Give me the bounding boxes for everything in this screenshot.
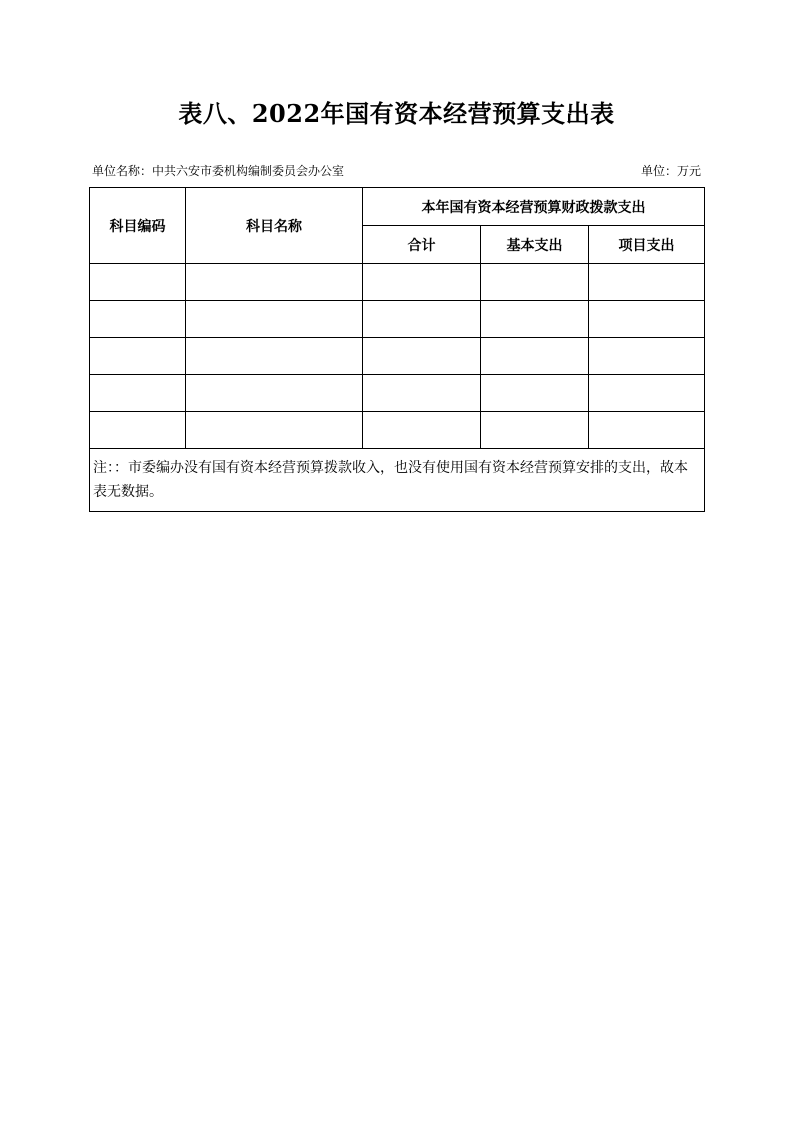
table-row xyxy=(90,412,705,449)
table-cell xyxy=(186,412,363,449)
budget-table xyxy=(89,187,705,512)
header-basic-expenditure: 基本支出 xyxy=(481,226,589,264)
header-appropriation-group: 本年国有资本经营预算财政拨款支出 xyxy=(363,188,705,226)
table-cell xyxy=(90,412,186,449)
table-cell xyxy=(186,301,363,338)
table-cell xyxy=(481,264,589,301)
table-cell xyxy=(481,301,589,338)
table-cell xyxy=(186,375,363,412)
table-cell xyxy=(481,338,589,375)
table-cell xyxy=(589,264,705,301)
table-cell xyxy=(589,301,705,338)
page-title: 表八、2022年国有资本经营预算支出表 xyxy=(178,99,615,128)
header-row xyxy=(90,188,705,226)
header-total: 合计 xyxy=(363,226,481,264)
table-cell xyxy=(90,375,186,412)
table-cell xyxy=(363,412,481,449)
header-subject-code: 科目编码 xyxy=(90,188,186,264)
table-cell xyxy=(90,338,186,375)
unit-label: 单位：万元 xyxy=(640,164,701,178)
table-row xyxy=(90,338,705,375)
table-cell xyxy=(363,264,481,301)
unit-name-label: 单位名称：中共六安市委机构编制委员会办公室 xyxy=(92,164,345,178)
table-note: 注：：市委编办没有国有资本经营预算拨款收入，也没有使用国有资本经营预算安排的支出，故本表无数据。 xyxy=(90,449,705,512)
table-cell xyxy=(481,375,589,412)
table-row xyxy=(90,375,705,412)
table-cell xyxy=(589,412,705,449)
table-cell xyxy=(481,412,589,449)
table-cell xyxy=(363,301,481,338)
table-cell xyxy=(90,264,186,301)
table-cell xyxy=(589,338,705,375)
header-project-expenditure: 项目支出 xyxy=(589,226,705,264)
table-cell xyxy=(186,264,363,301)
table-cell xyxy=(363,338,481,375)
table-cell xyxy=(90,301,186,338)
header-subject-name: 科目名称 xyxy=(186,188,363,264)
table-cell xyxy=(186,338,363,375)
table-cell xyxy=(589,375,705,412)
table-row xyxy=(90,301,705,338)
table-row xyxy=(90,264,705,301)
note-row xyxy=(90,449,705,512)
table-cell xyxy=(363,375,481,412)
